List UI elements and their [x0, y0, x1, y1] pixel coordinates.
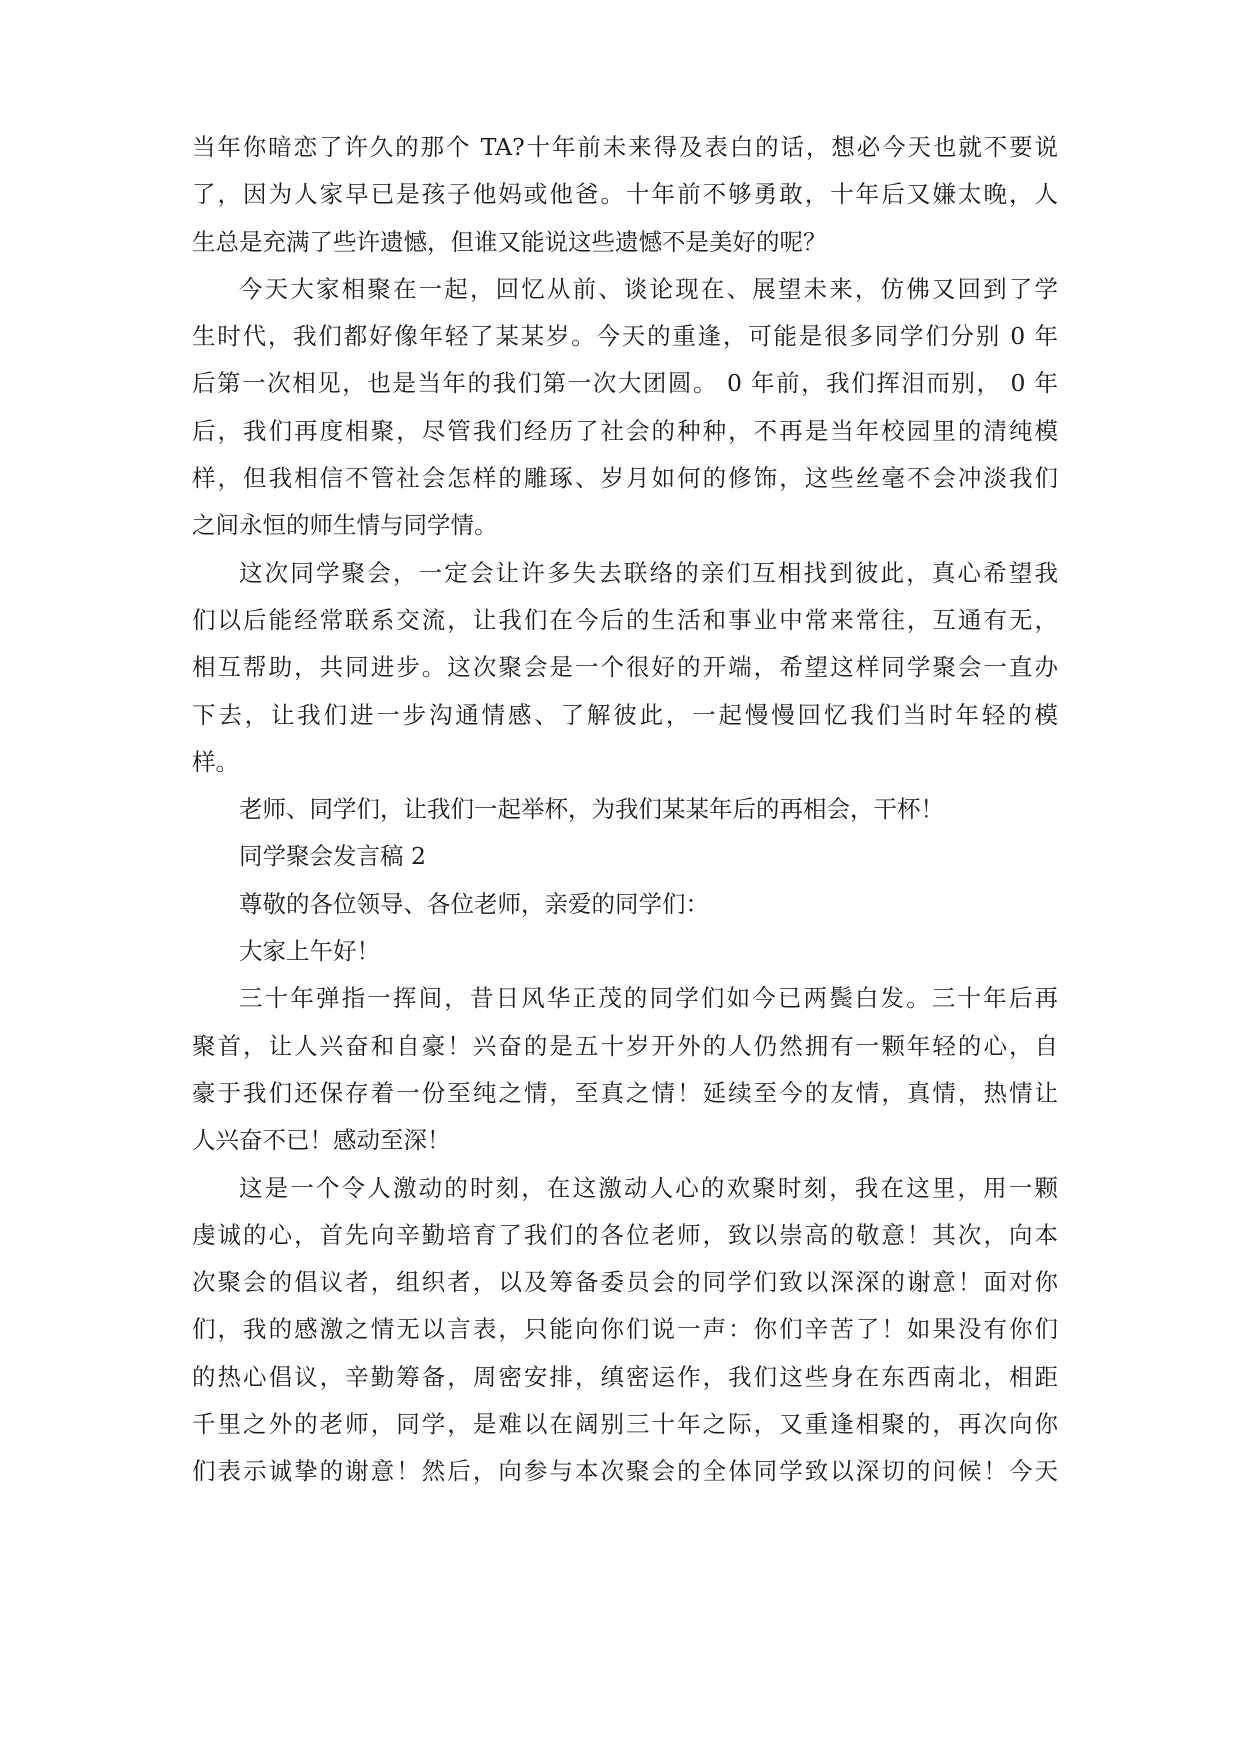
- text-line: 相互帮助，共同进步。这次聚会是一个很好的开端，希望这样同学聚会一直办: [192, 653, 1058, 682]
- text-line: 同学聚会发言稿 2: [239, 842, 426, 871]
- text-line: 后第一次相见，也是当年的我们第一次大团圆。 0 年前，我们挥泪而别， 0 年: [192, 369, 1058, 398]
- text-line: 们以后能经常联系交流，让我们在今后的生活和事业中常来常往，互通有无，: [192, 605, 1058, 634]
- text-line: 了，因为人家早已是孩子他妈或他爸。十年前不够勇敢，十年后又嫌太晚，人: [192, 180, 1058, 209]
- text-line: 样。: [192, 747, 239, 776]
- text-line: 次聚会的倡议者，组织者，以及筹备委员会的同学们致以深深的谢意！面对你: [192, 1268, 1058, 1297]
- text-line: 聚首，让人兴奋和自豪！兴奋的是五十岁开外的人仍然拥有一颗年轻的心，自: [192, 1031, 1058, 1060]
- text-line: 今天大家相聚在一起，回忆从前、谈论现在、展望未来，仿佛又回到了学: [239, 274, 1058, 303]
- text-line: 三十年弹指一挥间，昔日风华正茂的同学们如今已两鬓白发。三十年后再: [239, 984, 1058, 1013]
- text-line: 生时代，我们都好像年轻了某某岁。今天的重逢，可能是很多同学们分别 0 年: [192, 322, 1058, 351]
- text-line: 豪于我们还保存着一份至纯之情，至真之情！延续至今的友情，真情，热情让: [192, 1078, 1058, 1107]
- text-line: 大家上午好！: [239, 937, 380, 966]
- document-body: [192, 124, 1058, 1496]
- text-line: 们，我的感激之情无以言表，只能向你们说一声：你们辛苦了！如果没有你们: [192, 1315, 1058, 1344]
- text-line: 这是一个令人激动的时刻，在这激动人心的欢聚时刻，我在这里，用一颗: [239, 1173, 1058, 1202]
- text-line: 后，我们再度相聚，尽管我们经历了社会的种种，不再是当年校园里的清纯模: [192, 416, 1058, 445]
- text-line: 的热心倡议，辛勤筹备，周密安排，缜密运作，我们这些身在东西南北，相距: [192, 1362, 1058, 1391]
- text-line: 尊敬的各位领导、各位老师，亲爱的同学们：: [239, 889, 709, 918]
- text-line: 这次同学聚会，一定会让许多失去联络的亲们互相找到彼此，真心希望我: [239, 558, 1058, 587]
- text-line: 虔诚的心，首先向辛勤培育了我们的各位老师，致以崇高的敬意！其次，向本: [192, 1220, 1058, 1249]
- text-line: 下去，让我们进一步沟通情感、了解彼此，一起慢慢回忆我们当时年轻的模: [192, 700, 1058, 729]
- text-line: 生总是充满了些许遗憾，但谁又能说这些遗憾不是美好的呢？: [192, 227, 827, 256]
- text-line: 千里之外的老师，同学，是难以在阔别三十年之际，又重逢相聚的，再次向你: [192, 1410, 1058, 1439]
- text-line: 之间永恒的师生情与同学情。: [192, 511, 498, 540]
- text-line: 当年你暗恋了许久的那个 TA?十年前未来得及表白的话，想必今天也就不要说: [192, 133, 1058, 161]
- text-line: 老师、同学们，让我们一起举杯，为我们某某年后的再相会，干杯！: [239, 795, 944, 824]
- text-line: 人兴奋不已！感动至深！: [192, 1126, 451, 1155]
- text-line: 样，但我相信不管社会怎样的雕琢、岁月如何的修饰，这些丝毫不会冲淡我们: [192, 464, 1058, 493]
- text-line: 们表示诚挚的谢意！然后，向参与本次聚会的全体同学致以深切的问候！今天: [192, 1457, 1058, 1486]
